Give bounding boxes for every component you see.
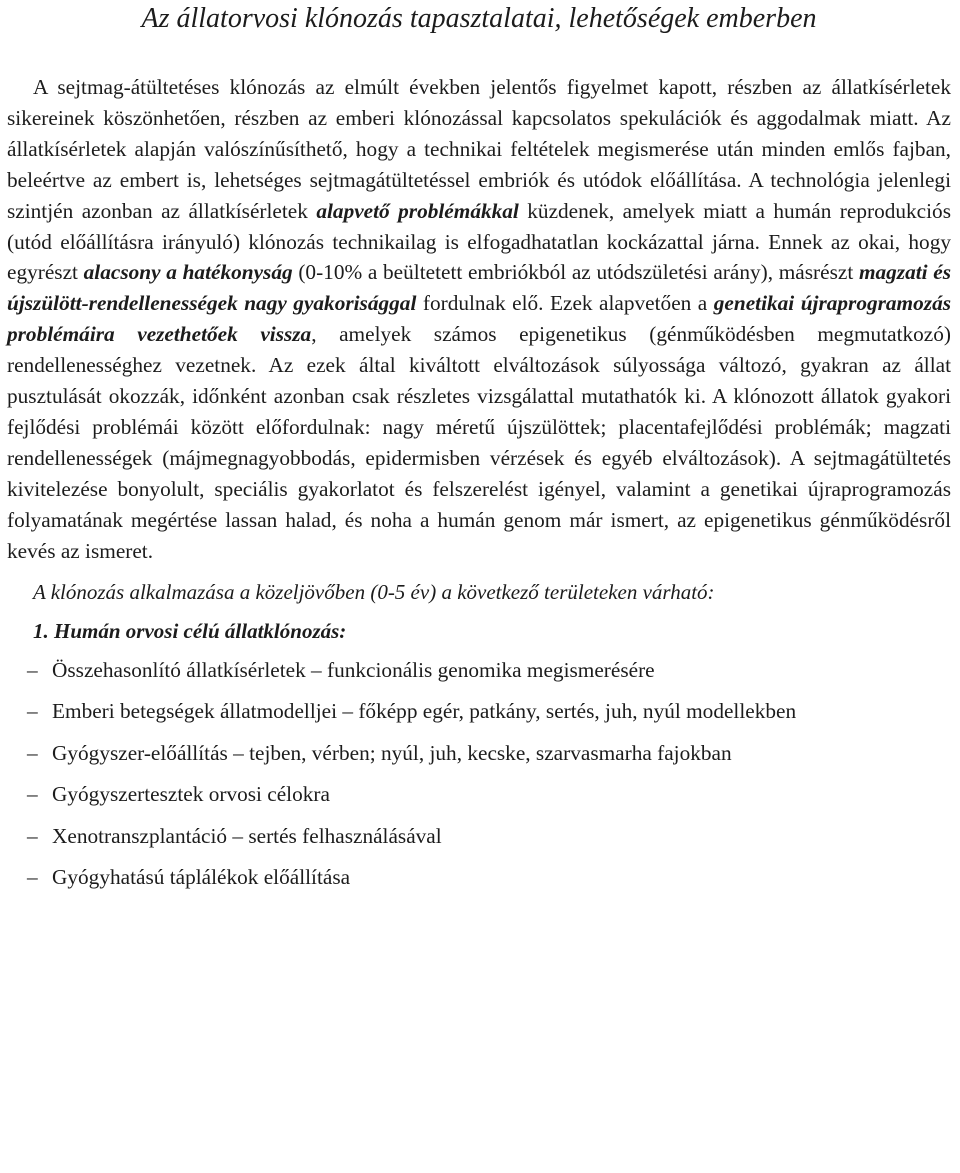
section-heading: 1. Humán orvosi célú állatklónozás: xyxy=(33,618,347,643)
dash-marker: – xyxy=(27,865,38,889)
dash-marker: – xyxy=(27,699,38,723)
paragraph-text: , amelyek számos epigenetikus (génműködésben megmutatkozó) rendellenességhez vezetnek. Az ezek által kiváltott elváltozások súlyossága változó, gyakran az állat pusztulását okozzák, időnként azonban csak részletes vizsgálattal mutathatók ki. A klónozott állatok gyakori fejlődési problémái között előfordulnak: nagy méretű újszülöttek; placentafejlődési problémák; magzati rendellenességek (májmegnagyobbodás, epidermisben vérzések és egyéb elváltozások). A sejtmagátültetés kivitelezése bonyolult, speciális gyakorlatot és felszerelést igényel, valamint a genetikai újraprogramozás folyamatának megértése lassan halad, és noha a humán genom már ismert, az epigenetikus génműködésről kevés az ismeret. xyxy=(7,322,951,563)
application-list xyxy=(7,652,951,896)
emphasis-abnormalities: magzati és újszülött-rendellenességek nagy gyakorisággal xyxy=(7,260,952,316)
list-item xyxy=(7,818,951,855)
list-item-text: Gyógyhatású táplálékok előállítása xyxy=(52,865,351,889)
list-item xyxy=(7,859,951,896)
lead-sentence: A klónozás alkalmazása a közeljövőben (0-5 év) a következő területeken várható: xyxy=(33,579,715,604)
emphasis-basic-problems: alapvető problémákkal xyxy=(316,198,519,223)
emphasis-low-efficiency: alacsony a hatékonyság xyxy=(83,260,293,285)
emphasis-reprogramming: genetikai újraprogramozás problémáira vezethetőek vissza xyxy=(7,291,951,347)
body-paragraph xyxy=(7,72,951,567)
list-item-text: Összehasonlító állatkísérletek – funkcionális genomika megismerésére xyxy=(52,657,655,682)
dash-marker: – xyxy=(27,740,38,765)
paragraph-text: (0-10% a beültetett embriókból az utódszületési arány), másrészt xyxy=(292,260,859,285)
list-item xyxy=(7,735,951,772)
list-item xyxy=(7,693,951,730)
list-item-text: Xenotranszplantáció – sertés felhasználásával xyxy=(52,823,442,848)
list-item xyxy=(7,776,951,813)
dash-marker: – xyxy=(27,657,38,682)
dash-marker: – xyxy=(27,782,38,806)
list-item-text: Gyógyszertesztek orvosi célokra xyxy=(52,782,330,806)
dash-marker: – xyxy=(27,823,38,848)
paragraph-text: A sejtmag-átültetéses klónozás az elmúlt években jelentős figyelmet kapott, részben az állatkísérletek sikereinek köszönhetően, részben az emberi klónozással kapcsolatos spekulációk és aggodalmak miatt. Az állatkísérletek alapján valószínűsíthető, hogy a technikai feltételek megismerése után minden emlős fajban, beleértve az embert is, lehetséges sejtmagátültetéssel embriók és utódok előállítása. A technológia jelenlegi szintjén azonban az állatkísérletek xyxy=(7,75,951,223)
list-item-text: Emberi betegségek állatmodelljei – főképp egér, patkány, sertés, juh, nyúl modellekben xyxy=(52,699,797,723)
document-page xyxy=(7,0,951,901)
paragraph-text: fordulnak elő. Ezek alapvetően a xyxy=(416,291,714,316)
list-item xyxy=(7,652,951,689)
page-title: Az állatorvosi klónozás tapasztalatai, lehetőségek emberben xyxy=(141,3,817,34)
paragraph-text: küzdenek, amelyek miatt a humán reprodukciós (utód előállításra irányuló) klónozás technikailag is elfogadhatatlan kockázattal járna. Ennek az okai, hogy egyrészt xyxy=(7,198,951,285)
list-item-text: Gyógyszer-előállítás – tejben, vérben; nyúl, juh, kecske, szarvasmarha fajokban xyxy=(52,740,732,765)
